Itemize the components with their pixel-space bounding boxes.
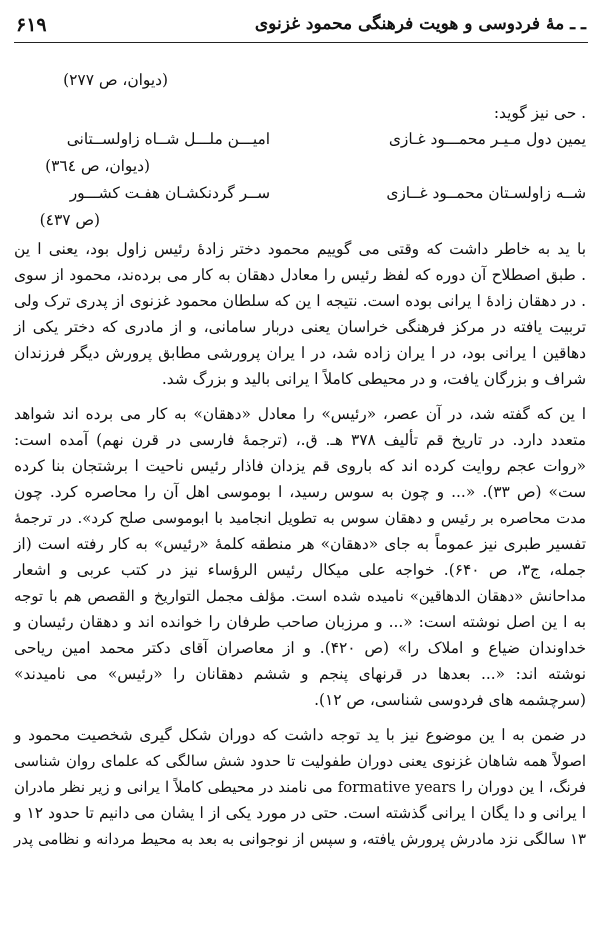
paragraph1-line: تربیت یافته در مرکز فرهنگی خراسان یعنی دربار سامانی، و از مادری که دختر یکی از [14,318,586,336]
verse2-citation: (ص ٤٣٧) [39,211,100,229]
verse-intro: . حی نیز گوید: [493,104,586,122]
paragraph2-line: خداوندان ضیاع و املاک را» (ص ۴۲۰). و از معاصران آقای دکتر محمد امین ریاحی [14,639,587,657]
paragraph2-line: ست» (ص ۳۳). «... و چون به سوس رسید، ا بوموسی اهل آن را محاصره کرد. چون [14,483,586,501]
paragraph2-line: جمله، ج۳، ص ۶۴۰). خواجه علی میکال رئیس الرؤساء نیز در کتب عربی و اشعار [14,561,586,579]
page-header [16,14,586,42]
citation-top: (دیوان، ص ۲۷۷) [63,71,168,89]
verse2-right-hemistich: شــه زاولسـتان محمــود غــازی [386,184,586,202]
paragraph2-line: (سرچشمه های فردوسی شناسی، ص ۱۲). [314,691,586,709]
paragraph2-line: «روات عجم روایت کرده اند که باروی قم یزدان فاذار رئیس ناحیت ا برشتجان بنا کرده [14,457,586,475]
paragraph3-line: در ضمن به ا ین موضوع نیز با ید توجه داشت که دوران شکل گیری شخصیت محمود و [14,726,586,744]
paragraph2-line: مدت محاصره بر رئیس و دهقان سوس به تطویل انجامید با ابوموسی صلح کرد». در ترجمهٔ [14,509,586,527]
paragraph1-line: . در دهقان زادهٔ ا یرانی بوده است. نتیجه ا ین که سلطان محمود غزنوی از پدری ترک ولی [14,292,586,310]
verse2-left-hemistich: ســر گردنکشـان هفـت کشـــور [69,184,270,202]
paragraph2-line: متعدد دارد. در تاریخ قم تألیف ۳۷۸ هـ. ق.، (ترجمهٔ فارسی در قرن نهم) آمده است: [14,431,586,449]
paragraph2-line: تفسیر طبری نیز عموماً به جای «دهقان» هر منطقه کلمهٔ «رئیس» به کار رفته است (از [14,535,586,553]
running-title: ـ ـ مهٔ فردوسی و هویت فرهنگی محمود غزنوی [254,14,586,34]
verse1-left-hemistich: امیـــن ملـــل شــاه زاولســتانی [66,130,270,148]
paragraph3-line: ۱۳ سالگی نزد مادرش پرورش یافته، و سپس از نوجوانی به بعد به محیط مردانه و نظامی پدر [14,830,586,848]
paragraph3-line: اصولاً همه شاهان غزنوی یعنی دوران طفولیت تا حدود شش سالگی که علمای روان شناسی [14,752,586,770]
paragraph2-line: به ا ین اصل نوشته است: «... و مرزبان صاحب طرفان را خوانده اند و دهقان رئیسان و [14,613,586,631]
paragraph1-line: شراف و بزرگان یافت، و در محیطی کاملاً ا یرانی بالید و بزرگ شد. [161,370,586,388]
verse1-citation: (دیوان، ص ٣٦٤) [45,157,150,175]
paragraph3-line: ا یرانی و دا یگان ا یرانی گذشته است. حتی در مورد یکی از ا یشان می دانیم تا حدود ۱۲ و [14,804,587,822]
page-number: ۶۱۹ [16,14,47,36]
header-divider [14,42,588,43]
paragraph2-line: مداحانش «دهقان الدهاقین» نامیده شده است. مؤلف مجمل التواریخ و القصص هم با توجه [14,587,586,605]
paragraph2-line: نوشته اند: «... بعدها در قرنهای پنجم و ششم دهقانان را «رئیس» می نامیدند» [14,665,586,683]
paragraph3-line: فرنگ، ا ین دوران را formative years می نامند در محیطی کاملاً ا یرانی و زیر نظر مادران [14,778,586,796]
paragraph1-line: دهاقین ا یرانی بود، در ا یران زاده شد، در ا یران پرورشی مطابق پرورش دیگر فرزندان [14,344,586,362]
paragraph2-line: ا ین که گفته شد، در آن عصر، «رئیس» را معادل «دهقان» به کار می برده اند شواهد [14,405,586,423]
paragraph1-line: . طبق اصطلاح آن دوره که لفظ رئیس را معادل دهقان به کار می برده‌ند، محمود از سوی [14,266,586,284]
paragraph1-line: با ید به خاطر داشت که وقتی می گوییم محمود دختر زادهٔ رئیس زاول بود، یعنی ا ین [14,240,586,258]
verse1-right-hemistich: یمین دول مـیـر محمـــود غـازی [388,130,586,148]
